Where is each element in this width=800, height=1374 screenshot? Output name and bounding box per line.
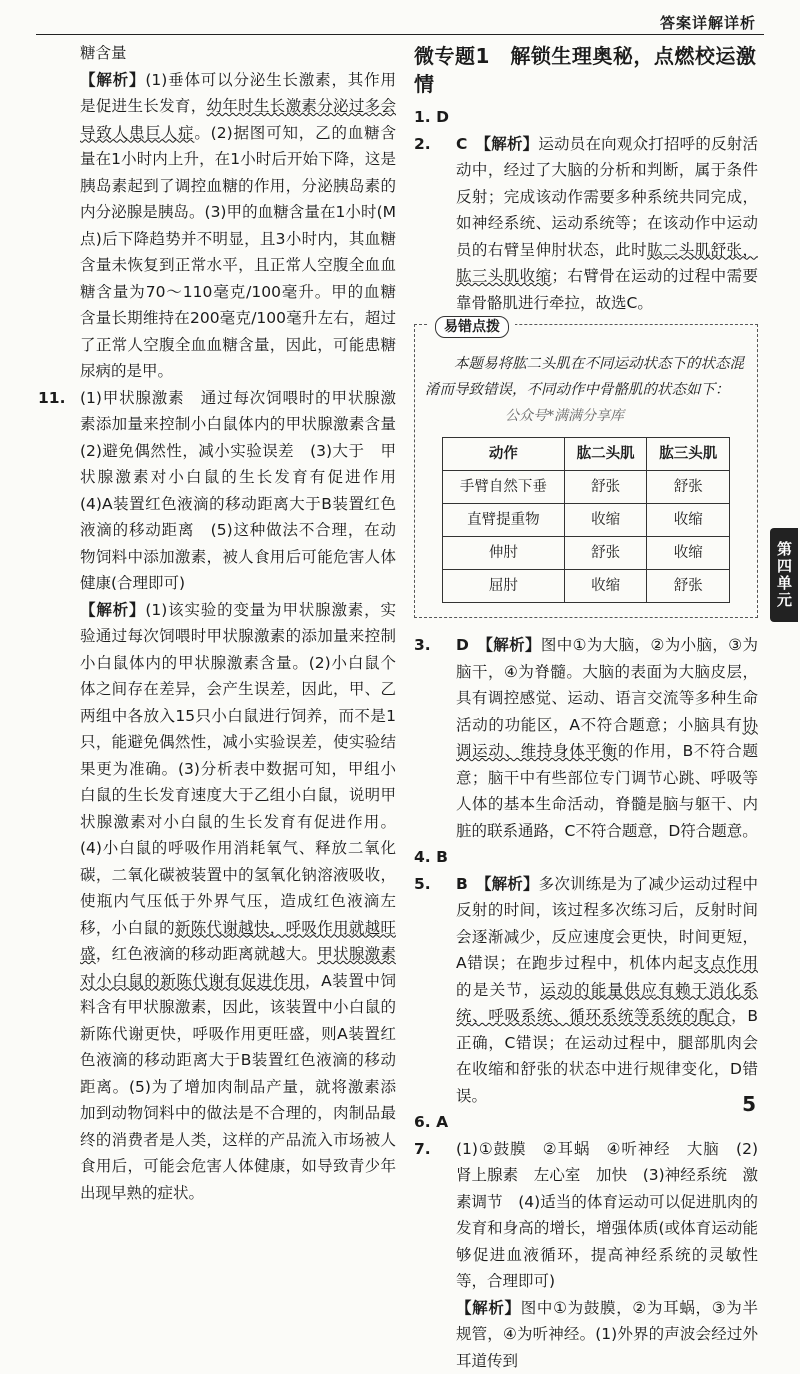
analysis-label: 【解析】 [485,636,541,654]
answer-q1: 1. D [414,104,758,131]
table-row [443,537,730,570]
table-cell: 直臂提重物 [443,504,565,537]
answer-q11: 11. (1)甲状腺激素 通过每次饲喂时的甲状腺激素添加量来控制小白鼠体内的甲状腺激素含量 (2)避免偶然性，减小实验误差 (3)大于 甲状腺激素对小白鼠的生长发育有促进作用 (4)A装置红色液滴的移动距离大于B装置红色液滴的移动距离 (5)这种做法不合理，在动物饲料中添加激素，被人食用后可能危害人体健康(合理即可) [38,385,396,597]
table-cell: 收缩 [647,504,730,537]
table-header-cell: 动作 [443,438,565,471]
table-cell: 收缩 [564,570,647,603]
table-cell: 手臂自然下垂 [443,471,565,504]
carryover-text: 糖含量 [38,40,396,67]
answer-q2: 2. C 【解析】运动员在向观众打招呼的反射活动中，经过了大脑的分析和判断，属于条件反射；完成该动作需要多种系统共同完成，如神经系统、运动系统等；在该动作中运动员的右臂呈伸肘状态，此时肱二头肌舒张，肱三头肌收缩；右臂骨在运动的过程中需要靠骨骼肌进行牵拉，故选C。 [414,131,758,317]
analysis-q10-continued: 【解析】(1)垂体可以分泌生长激素，其作用是促进生长发育，幼年时生长激素分泌过多会导致人患巨人症。(2)据图可知，乙的血糖含量在1小时内上升，在1小时后开始下降，这是胰岛素起到了调控血糖的作用，分泌胰岛素的内分泌腺是胰岛。(3)甲的血糖含量在1小时(M点)后下降趋势并不明显，且3小时内，其血糖含量未恢复到正常水平，且正常人空腹全血血糖含量为70～110毫克/100毫升。甲的血糖含量长期维持在200毫克/100毫升左右，超过了正常人空腹全血血糖含量，因此，可能患糖尿病的是甲。 [38,67,396,385]
answer-q5: 5. B 【解析】多次训练是为了减少运动过程中反射的时间，该过程多次练习后，反射时间会逐渐减少，反应速度会更快，时间更短，A错误；在跑步过程中，机体内起支点作用的是关节，运动的能量供应有赖于消化系统、呼吸系统、循环系统等系统的配合，B正确，C错误；在运动过程中，腿部肌肉会在收缩和舒张的状态中进行规律变化，D错误。 [414,871,758,1110]
page-number: 5 [742,1092,756,1116]
question-number: 2. [414,131,456,158]
table-row [443,504,730,537]
table-cell: 舒张 [647,570,730,603]
table-cell: 舒张 [564,537,647,570]
underlined-key-point: 协调运动、维持身体平衡 [456,716,758,761]
question-number: 5. [414,871,456,898]
error-tip-box [414,324,758,618]
answer-q3: 3. D 【解析】图中①为大脑，②为小脑，③为脑干，④为脊髓。大脑的表面为大脑皮层，具有调控感觉、运动、语言交流等多种生命活动的功能区，A不符合题意；小脑具有协调运动、维持身体平衡的作用，B不符合题意；脑干中有些部位专门调节心跳、呼吸等人体的基本生命活动，脊髓是脑与躯干、内脏的联系通路，C不符合题意，D符合题意。 [414,632,758,844]
answer-q7: 7. (1)①鼓膜 ②耳蜗 ④听神经 大脑 (2)肾上腺素 左心室 加快 (3)神经系统 激素调节 (4)适当的体育运动可以促进肌肉的发育和身高的增长，增强体质(或体育运动能够促进血液循环，提高神经系统的灵敏性等，合理即可) [414,1136,758,1295]
table-cell: 收缩 [564,504,647,537]
analysis-label: 【解析】 [80,71,145,89]
table-row [443,471,730,504]
answer-q6: 6. A [414,1109,758,1136]
answer-q4: 4. B [414,844,758,871]
table-cell: 收缩 [647,537,730,570]
question-number: 3. [414,632,456,659]
tip-badge: 易错点拨 [429,313,515,340]
table-row [443,570,730,603]
table-cell: 屈肘 [443,570,565,603]
analysis-label: 【解析】 [80,601,145,619]
underlined-key-point: 运动的能量供应有赖于消化系统、呼吸系统、循环系统等系统的配合 [456,981,758,1026]
table-cell: 舒张 [564,471,647,504]
right-column [414,40,758,1374]
unit-side-tab: 第四单元 [770,528,798,622]
watermark-text: 公众号*满满分享库 [505,408,624,424]
header-rule [36,34,764,35]
question-number: 7. [414,1136,456,1163]
table-header-cell: 肱二头肌 [564,438,647,471]
tip-text: 本题易将肱二头肌在不同运动状态下的状态混淆而导致错误，不同动作中骨骼肌的状态如下：公众号*满满分享库 [425,351,747,429]
underlined-key-point: 幼年时生长激素分泌过多会导致人患巨人症 [80,97,396,142]
topic-title: 微专题1 解锁生理奥秘，点燃校运激情 [414,42,758,98]
analysis-q7: 【解析】图中①为鼓膜，②为耳蜗，③为半规管，④为听神经。(1)外界的声波会经过外耳道传到 [414,1295,758,1374]
underlined-key-point: 肱二头肌舒张，肱三头肌收缩 [456,241,758,286]
question-number: 11. [38,385,80,412]
analysis-q11: 【解析】(1)该实验的变量为甲状腺激素，实验通过每次饲喂时甲状腺激素的添加量来控制小白鼠体内的甲状腺激素含量。(2)小白鼠个体之间存在差异，会产生误差，因此，甲、乙两组中各放入15只小白鼠进行饲养，而不是1只，能避免偶然性，减小实验误差，使实验结果更为准确。(3)分析表中数据可知，甲组小白鼠的生长发育速度大于乙组小白鼠，说明甲状腺激素对小白鼠的生长发育有促进作用。(4)小白鼠的呼吸作用消耗氧气、释放二氧化碳，二氧化碳被装置中的氢氧化钠溶液吸收，使瓶内气压低于外界气压，造成红色液滴左移，小白鼠的新陈代谢越快，呼吸作用就越旺盛，红色液滴的移动距离就越大。甲状腺激素对小白鼠的新陈代谢有促进作用，A装置中饲料含有甲状腺激素，因此，该装置中小白鼠的新陈代谢更快，呼吸作用更旺盛，则A装置红色液滴的移动距离大于B装置红色液滴的移动距离。(5)为了增加肉制品产量，就将激素添加到动物饲料中的做法是不合理的，肉制品最终的消费者是人类，这样的产品流入市场被人食用后，可能会危害人体健康，如导致青少年出现早熟的症状。 [38,597,396,1207]
table-cell: 伸肘 [443,537,565,570]
analysis-label: 【解析】 [456,1299,521,1317]
underlined-key-point: 支点作用 [694,954,758,972]
underlined-key-point: 新陈代谢越快，呼吸作用就越旺盛 [80,919,396,964]
analysis-label: 【解析】 [483,135,538,153]
left-column [38,40,396,1206]
header-label: 答案详解详析 [660,12,756,33]
muscle-state-table [442,437,730,603]
underlined-key-point: 甲状腺激素对小白鼠的新陈代谢有促进作用 [80,945,396,990]
analysis-label: 【解析】 [484,875,539,893]
table-header-row [443,438,730,471]
table-cell: 舒张 [647,471,730,504]
table-header-cell: 肱三头肌 [647,438,730,471]
